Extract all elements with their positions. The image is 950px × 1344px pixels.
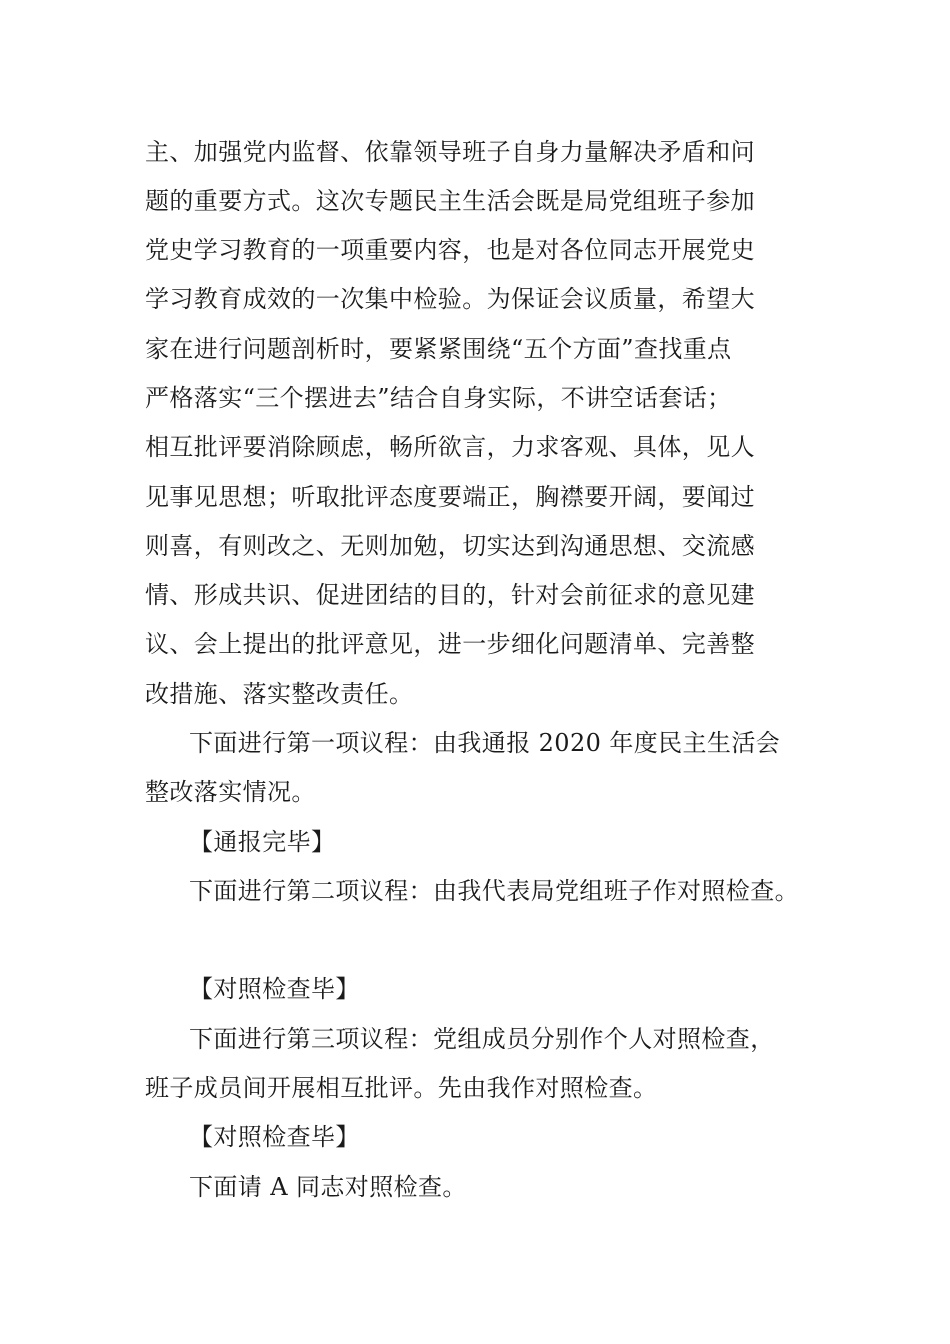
stage-note: 【对照检查毕】: [189, 975, 360, 1003]
body-line: 改措施、落实整改责任。: [145, 680, 414, 708]
body-line: 见事见思想；听取批评态度要端正，胸襟要开阔，要闻过: [145, 483, 755, 511]
stage-note: 【通报完毕】: [189, 828, 336, 856]
stage-note: 【对照检查毕】: [189, 1123, 360, 1151]
agenda-item-1: 下面进行第一项议程：由我通报 2020 年度民主生活会: [189, 729, 781, 757]
body-line: 则喜，有则改之、无则加勉，切实达到沟通思想、交流感: [145, 532, 755, 560]
body-line: 情、形成共识、促进团结的目的，针对会前征求的意见建: [145, 581, 755, 609]
body-line: 下面请 A 同志对照检查。: [189, 1173, 467, 1201]
body-line: 家在进行问题剖析时，要紧紧围绕“五个方面”查找重点: [145, 335, 732, 363]
body-line: 主、加强党内监督、依靠领导班子自身力量解决矛盾和问: [145, 138, 755, 166]
body-line: 党史学习教育的一项重要内容，也是对各位同志开展党史: [145, 236, 755, 264]
body-line: 题的重要方式。这次专题民主生活会既是局党组班子参加: [145, 187, 755, 215]
body-line: 整改落实情况。: [145, 778, 316, 806]
body-line: 议、会上提出的批评意见，进一步细化问题清单、完善整: [145, 630, 755, 658]
agenda-item-2: 下面进行第二项议程：由我代表局党组班子作对照检查。: [189, 877, 799, 905]
body-line: 班子成员间开展相互批评。先由我作对照检查。: [145, 1074, 658, 1102]
body-line: 学习教育成效的一次集中检验。为保证会议质量，希望大: [145, 285, 755, 313]
body-line: 相互批评要消除顾虑，畅所欲言，力求客观、具体，见人: [145, 433, 755, 461]
body-line: 严格落实“三个摆进去”结合自身实际，不讲空话套话；: [145, 384, 732, 412]
agenda-item-3: 下面进行第三项议程：党组成员分别作个人对照检查，: [189, 1025, 775, 1053]
